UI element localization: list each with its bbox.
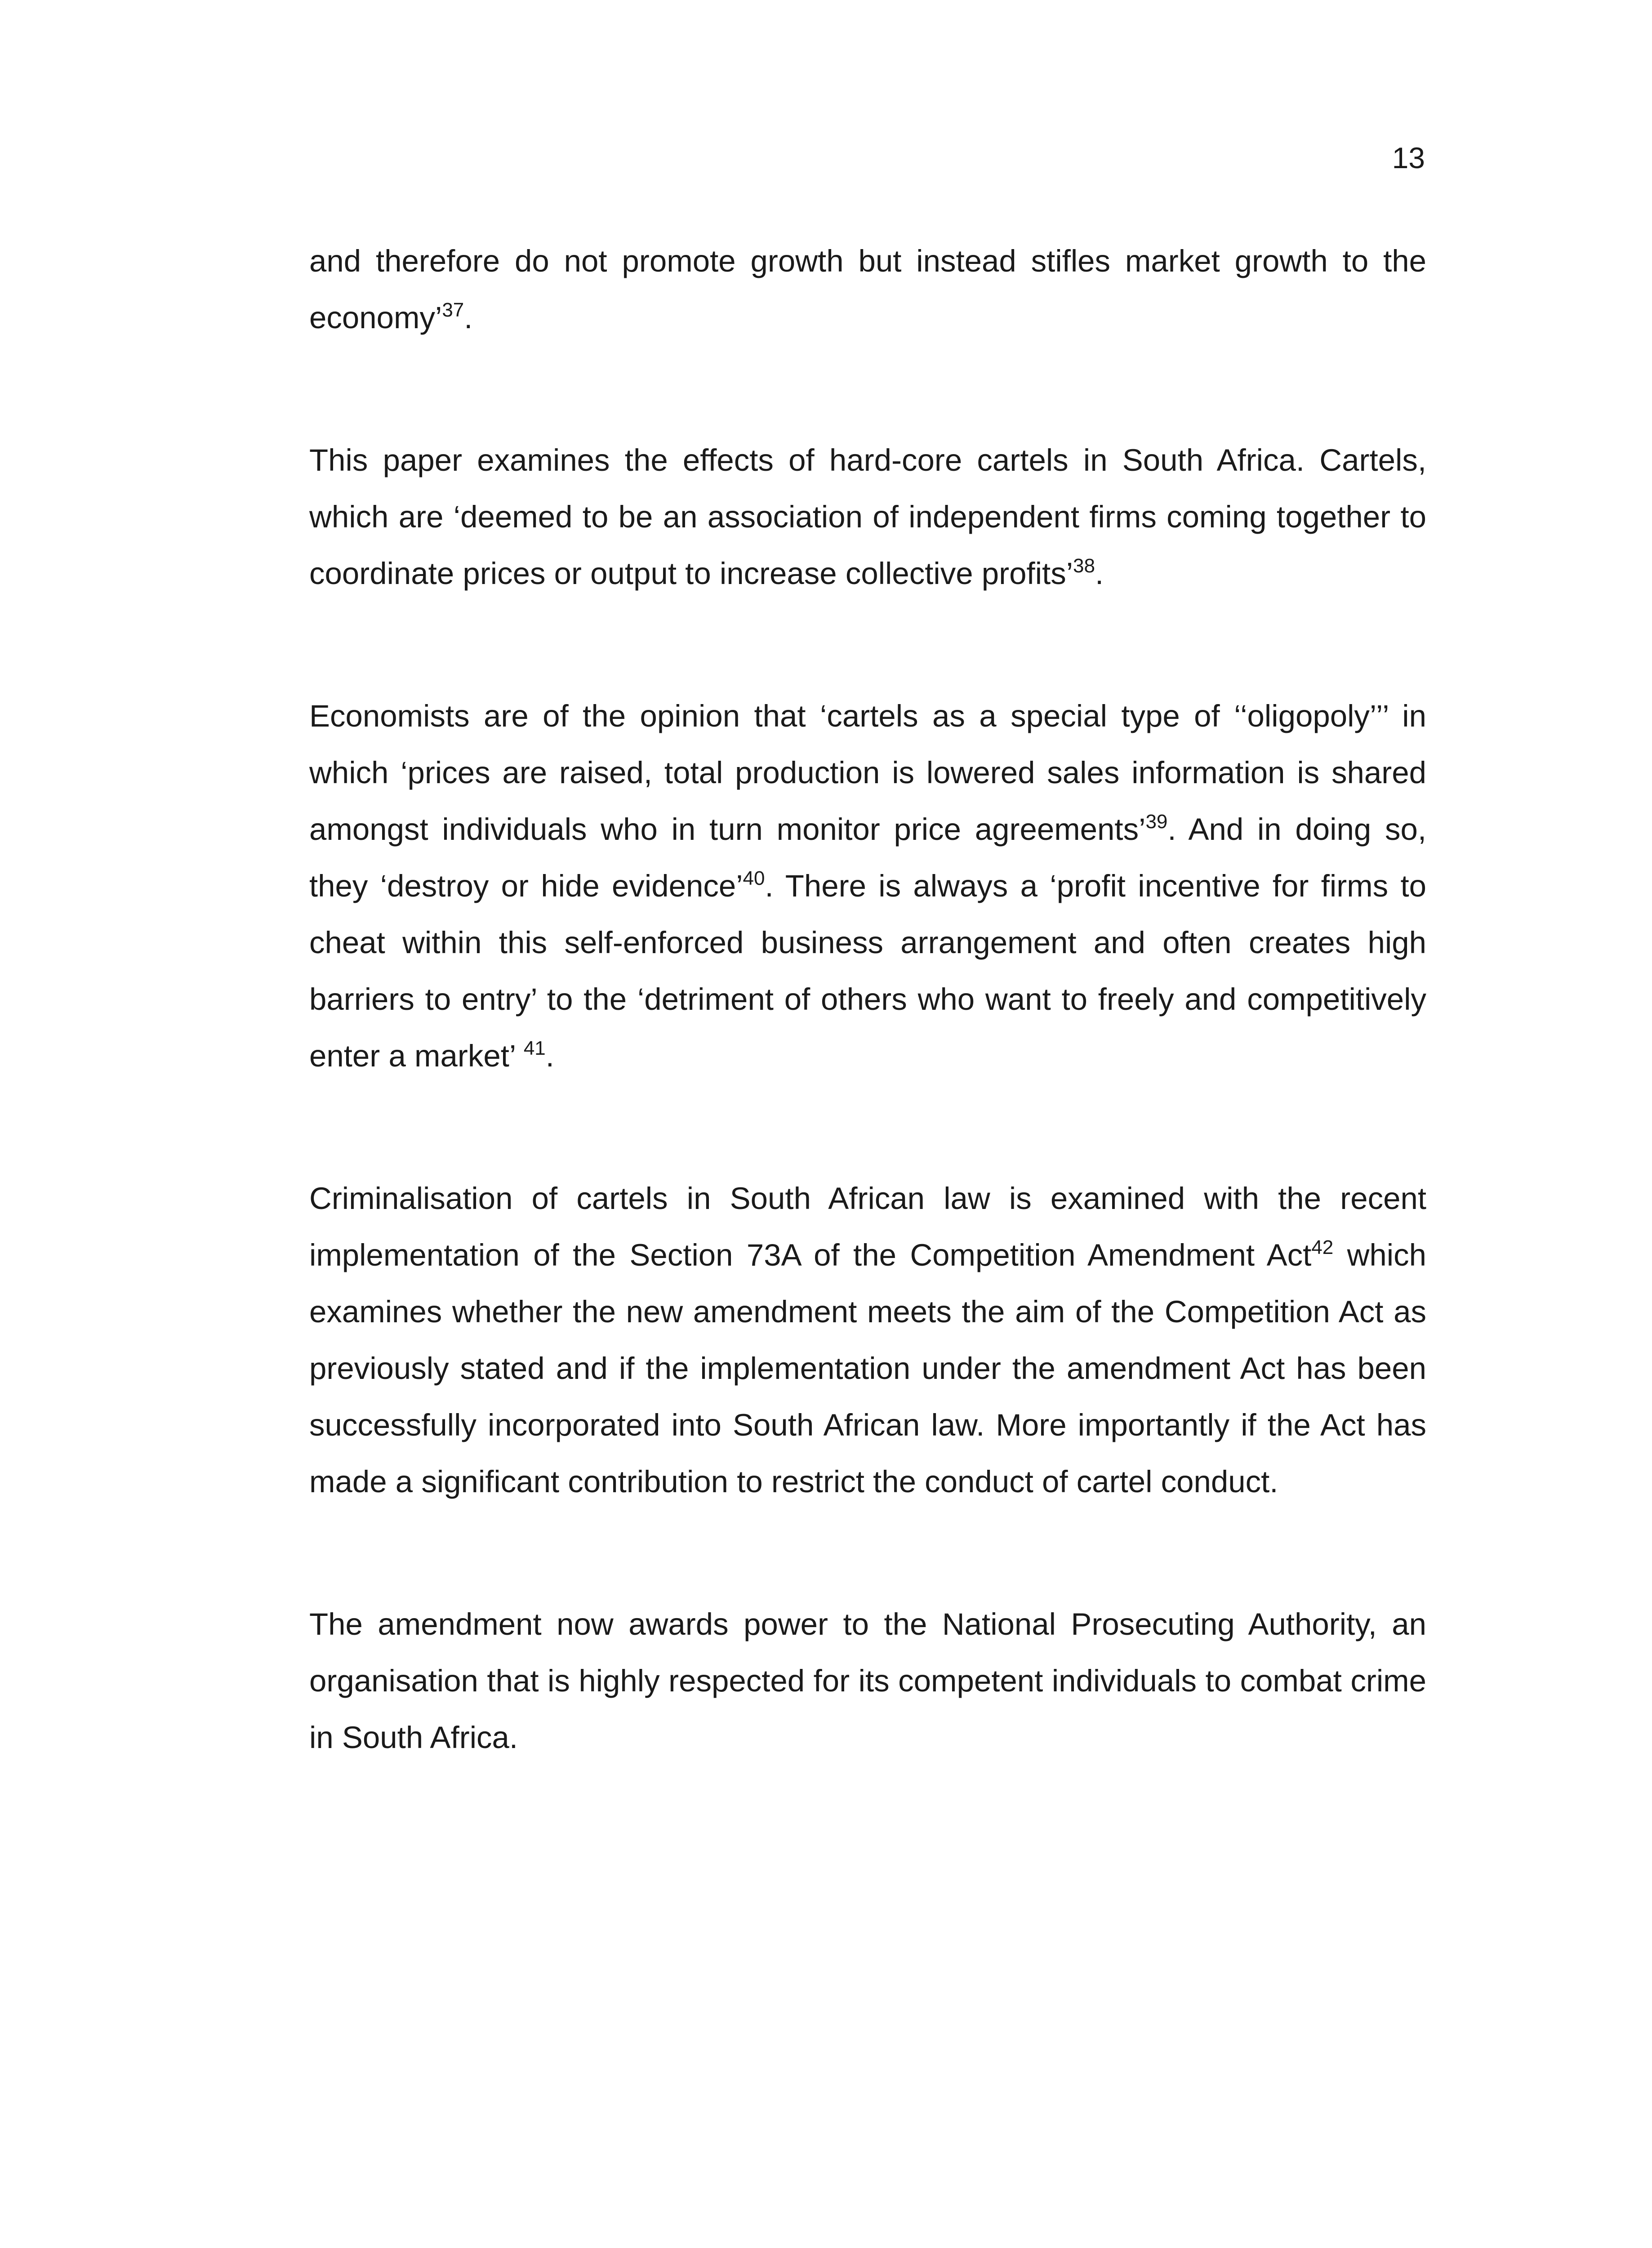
body-text bbox=[309, 233, 1426, 1766]
paragraph-text: . There is always a ‘profit incentive for firms to cheat within this self-enforced business arrangement and often creates high barriers to entry’ to the ‘detriment of others who want to freely and competitively enter a market’ bbox=[309, 869, 1426, 1073]
paragraph-text: . bbox=[1095, 556, 1104, 591]
paragraph-3 bbox=[309, 688, 1426, 1084]
paragraph-text: . And in doing so, they ‘destroy or hide evidence’ bbox=[309, 812, 1426, 903]
footnote-ref-37: 37 bbox=[442, 299, 464, 321]
footnote-ref-41: 41 bbox=[523, 1037, 546, 1059]
paragraph-1 bbox=[309, 233, 1426, 346]
paragraph-text: . bbox=[545, 1039, 554, 1073]
paragraph-4 bbox=[309, 1170, 1426, 1510]
page-number: 13 bbox=[1392, 141, 1425, 174]
paragraph-text: and therefore do not promote growth but instead stifles market growth to the economy’ bbox=[309, 244, 1426, 335]
paragraph-text: . bbox=[464, 300, 473, 335]
paragraph-text: Criminalisation of cartels in South African law is examined with the recent implementation of the Section 73A of the Competition Amendment Act bbox=[309, 1181, 1426, 1272]
footnote-ref-39: 39 bbox=[1145, 811, 1168, 833]
paragraph-2 bbox=[309, 432, 1426, 602]
footnote-ref-40: 40 bbox=[743, 867, 765, 889]
footnote-ref-38: 38 bbox=[1073, 555, 1095, 577]
paragraph-5 bbox=[309, 1596, 1426, 1766]
paragraph-text: which examines whether the new amendment meets the aim of the Competition Act as previously stated and if the implementation under the amendment Act has been successfully incorporated into South African law. More importantly if the Act has made a significant contribution to restrict the conduct of cartel conduct. bbox=[309, 1238, 1426, 1499]
paragraph-text: The amendment now awards power to the National Prosecuting Authority, an organisation that is highly respected for its competent individuals to combat crime in South Africa. bbox=[309, 1607, 1426, 1755]
footnote-ref-42: 42 bbox=[1311, 1236, 1334, 1258]
paragraph-text: Economists are of the opinion that ‘cartels as a special type of ‘‘oligopoly’’’ in which ‘prices are raised, total production is lowered sales information is shared amongst individuals who in turn monitor price agreements’ bbox=[309, 699, 1426, 847]
paragraph-text: This paper examines the effects of hard-core cartels in South Africa. Cartels, which are ‘deemed to be an association of independent firms coming together to coordinate prices or output to increase collective profits’ bbox=[309, 443, 1426, 591]
